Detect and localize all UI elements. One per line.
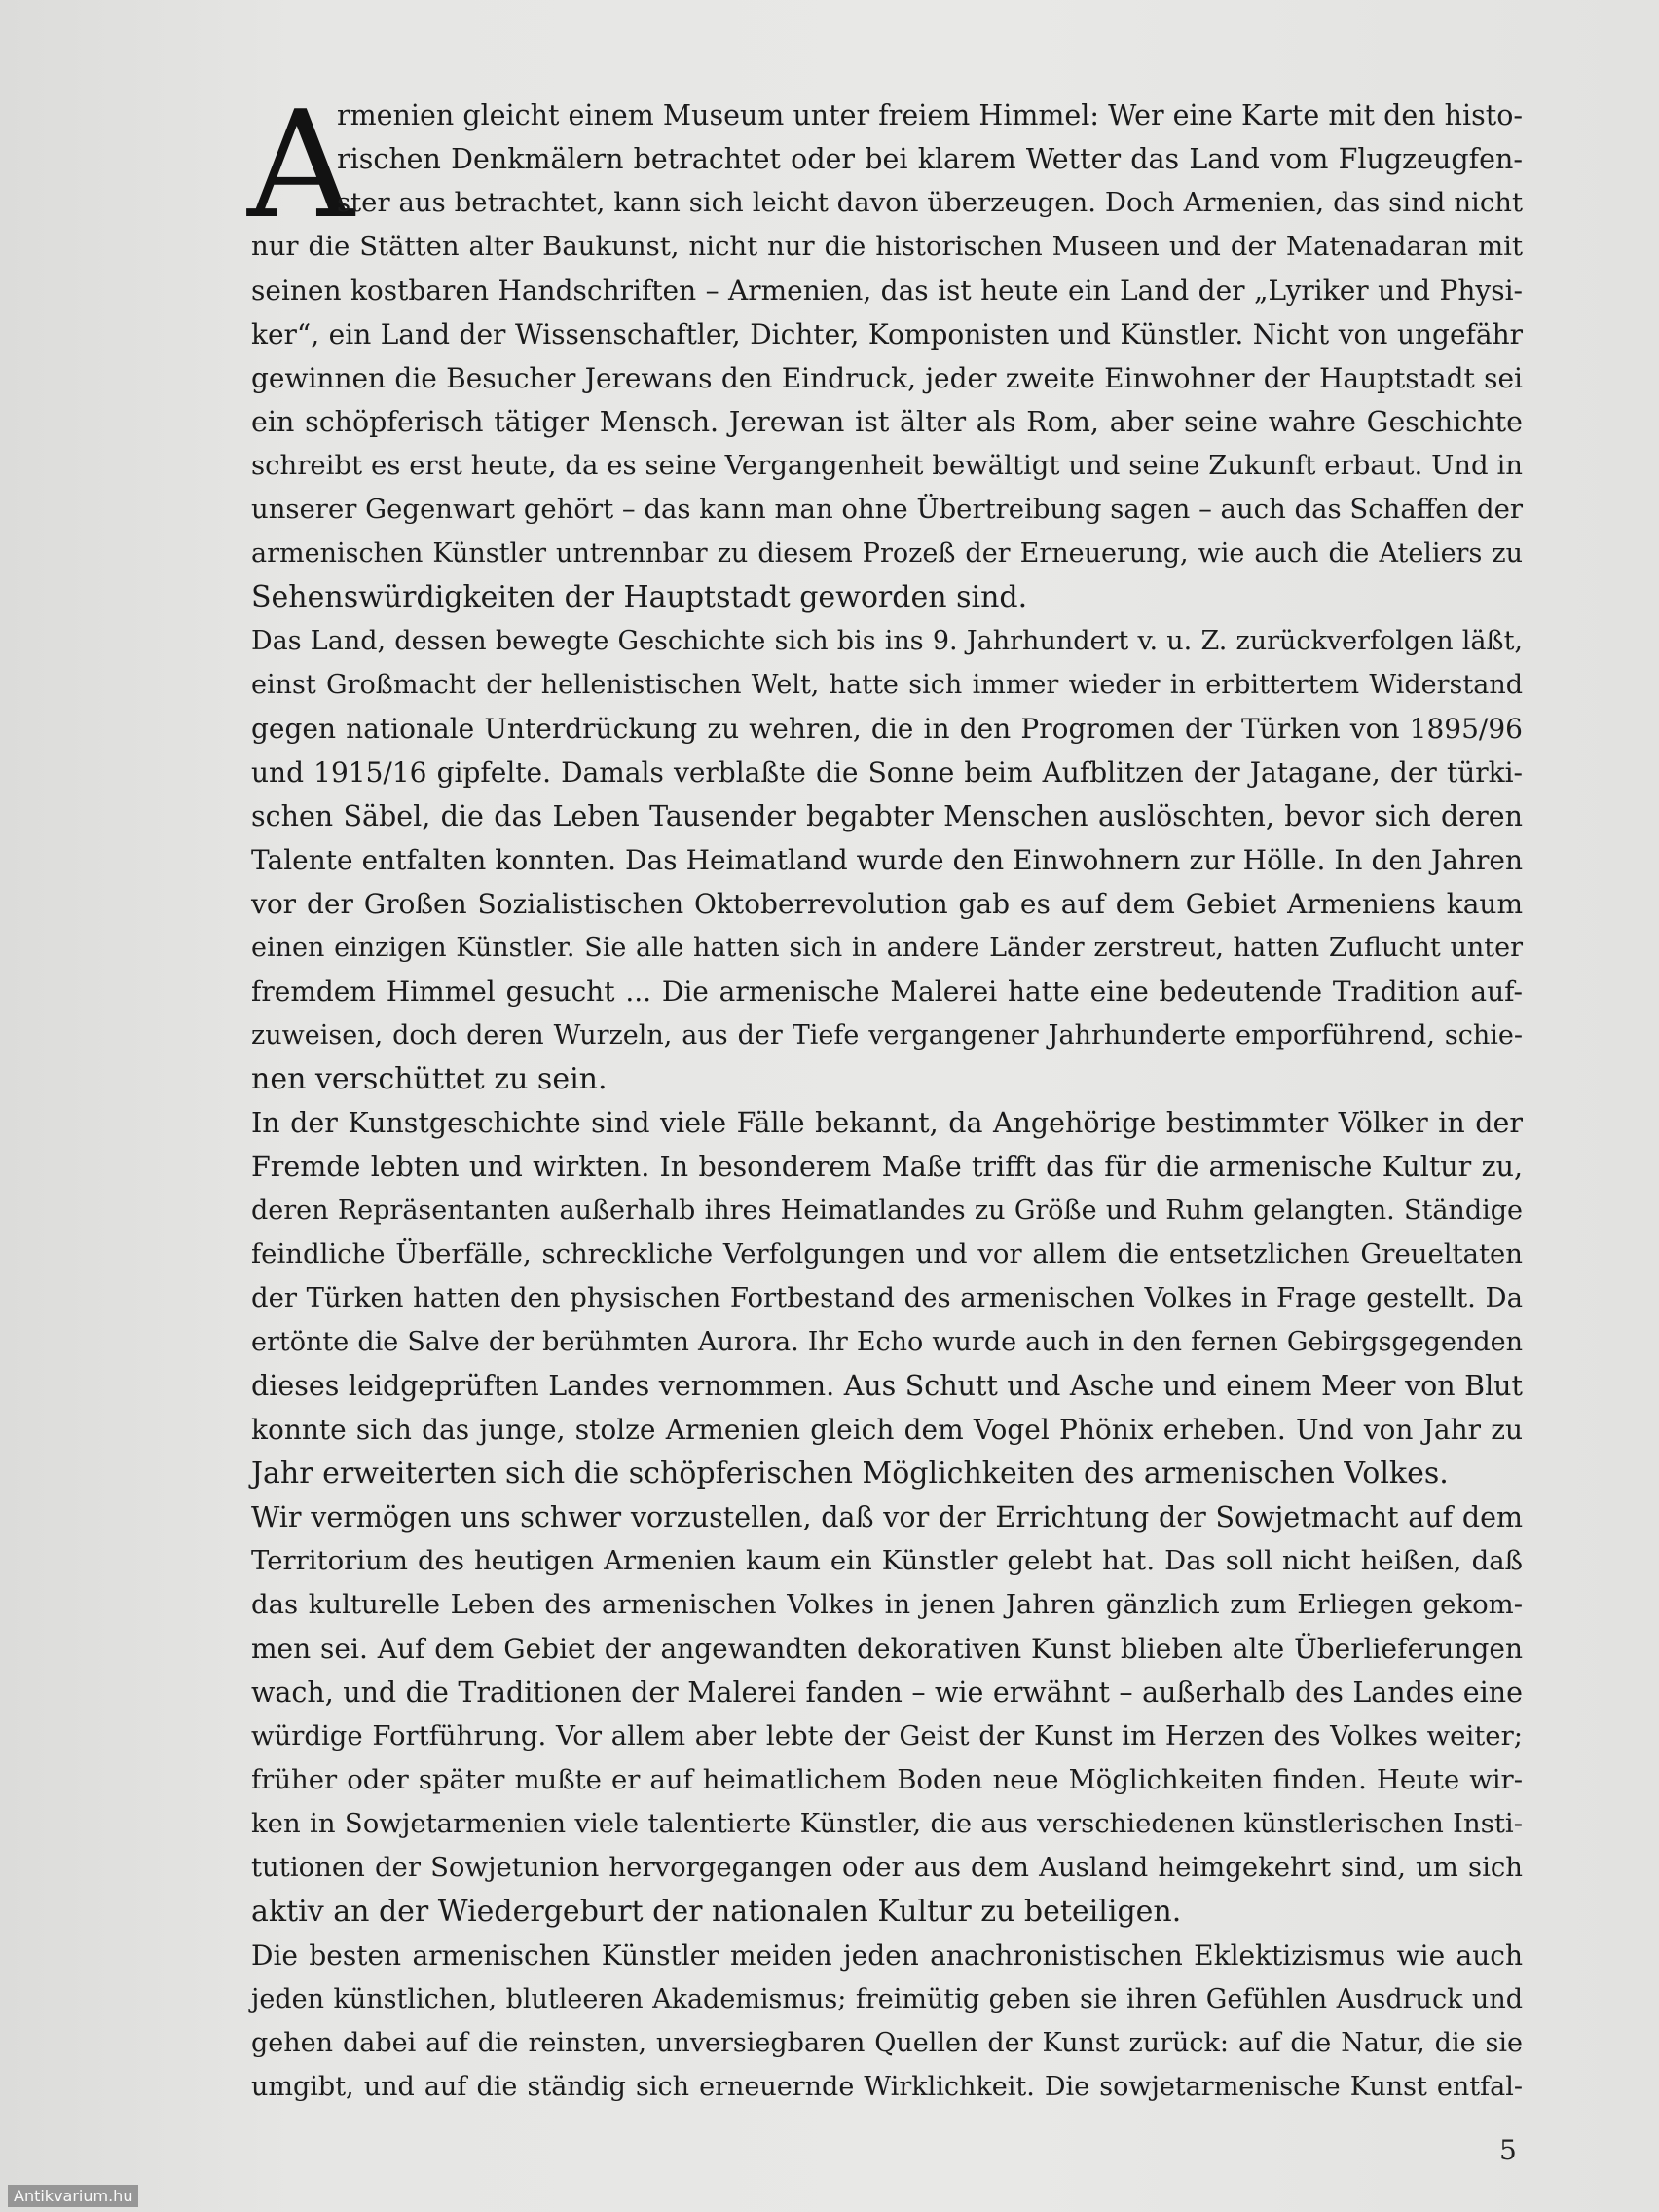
paragraph xyxy=(251,1934,1523,2109)
text-line: ein schöpferisch tätiger Mensch. Jerewan ist älter als Rom, aber seine wahre Geschichte xyxy=(251,406,1523,438)
text-line: konnte sich das junge, stolze Armenien gleich dem Vogel Phönix erheben. Und von Jahr zu xyxy=(251,1414,1523,1446)
text-line: einst Großmacht der hellenistischen Welt, hatte sich immer wieder in erbittertem Widerstand xyxy=(251,670,1523,700)
text-line: unserer Gegenwart gehört – das kann man ohne Übertreibung sagen – auch das Schaffen der xyxy=(251,494,1524,525)
watermark: Antikvarium.hu xyxy=(8,2185,138,2207)
text-line: schreibt es erst heute, da es seine Vergangenheit bewältigt und seine Zukunft erbaut. Und in xyxy=(251,450,1523,481)
text-line: Fremde lebten und wirkten. In besonderem Maße trifft das für die armenische Kultur zu, xyxy=(251,1151,1523,1183)
text-line: gewinnen die Besucher Jerewans den Eindruck, jeder zweite Einwohner der Hauptstadt sei xyxy=(251,362,1523,394)
text-line: und 1915/16 gipfelte. Damals verblaßte die Sonne beim Aufblitzen der Jatagane, der türki- xyxy=(251,756,1523,789)
text-line: schen Säbel, die das Leben Tausender begabter Menschen auslöschten, bevor sich deren xyxy=(251,800,1523,832)
paragraph xyxy=(251,1101,1523,1495)
text-line: Wir vermögen uns schwer vorzustellen, daß vor der Errichtung der Sowjetmacht auf dem xyxy=(251,1501,1523,1533)
text-line: dieses leidgeprüften Landes vernommen. Aus Schutt und Asche und einem Meer von Blut xyxy=(251,1370,1523,1402)
text-line: tutionen der Sowjetunion hervorgegangen oder aus dem Ausland heimgekehrt sind, um sich xyxy=(251,1852,1523,1883)
text-line: gehen dabei auf die reinsten, unversiegbaren Quellen der Kunst zurück: auf die Natur, die sie xyxy=(251,2028,1523,2058)
paragraph xyxy=(251,93,1523,619)
text-line: armenischen Künstler untrennbar zu diesem Prozeß der Erneuerung, wie auch die Ateliers zu xyxy=(251,538,1523,569)
paragraph xyxy=(251,1495,1523,1934)
text-line: Territorium des heutigen Armenien kaum ein Künstler gelebt hat. Das soll nicht heißen, daß xyxy=(251,1545,1523,1576)
text-line: früher oder später mußte er auf heimatlichem Boden neue Möglichkeiten finden. Heute wir- xyxy=(251,1764,1523,1795)
text-line: jeden künstlichen, blutleeren Akademismus; freimütig geben sie ihren Gefühlen Ausdruck und xyxy=(251,1984,1523,2014)
text-line: ster aus betrachtet, kann sich leicht davon überzeugen. Doch Armenien, das sind nicht xyxy=(337,187,1523,218)
text-line: fremdem Himmel gesucht ... Die armenische Malerei hatte eine bedeutende Tradition auf- xyxy=(251,976,1523,1008)
text-line: Sehenswürdigkeiten der Hauptstadt geworden sind. xyxy=(251,580,1028,614)
text-line: einen einzigen Künstler. Sie alle hatten sich in andere Länder zerstreut, hatten Zuflucht unter xyxy=(251,933,1523,963)
paragraph xyxy=(251,619,1523,1101)
text-line: rmenien gleicht einem Museum unter freiem Himmel: Wer eine Karte mit den histo- xyxy=(337,99,1523,131)
page-number: 5 xyxy=(1499,2134,1517,2166)
text-line: umgibt, und auf die ständig sich erneuernde Wirklichkeit. Die sowjetarmenische Kunst entfal- xyxy=(251,2072,1523,2102)
text-line: rischen Denkmälern betrachtet oder bei klarem Wetter das Land vom Flugzeugfen- xyxy=(337,143,1523,175)
text-line: Jahr erweiterten sich die schöpferischen Möglichkeiten des armenischen Volkes. xyxy=(251,1456,1449,1491)
drop-cap: A xyxy=(247,79,354,251)
text-line: feindliche Überfälle, schreckliche Verfolgungen und vor allem die entsetzlichen Greueltaten xyxy=(251,1238,1523,1270)
text-line: Talente entfalten konnten. Das Heimatland wurde den Einwohnern zur Hölle. In den Jahren xyxy=(251,844,1523,876)
text-line: würdige Fortführung. Vor allem aber lebte der Geist der Kunst im Herzen des Volkes weiter; xyxy=(251,1720,1523,1751)
body-text xyxy=(251,93,1523,2109)
text-line: Das Land, dessen bewegte Geschichte sich bis ins 9. Jahrhundert v. u. Z. zurückverfolgen läßt, xyxy=(251,626,1523,656)
text-line: wach, und die Traditionen der Malerei fanden – wie erwähnt – außerhalb des Landes eine xyxy=(251,1677,1523,1709)
text-line: seinen kostbaren Handschriften – Armenien, das ist heute ein Land der „Lyriker und Physi- xyxy=(251,275,1523,307)
text-line: ken in Sowjetarmenien viele talentierte Künstler, die aus verschiedenen künstlerischen Insti- xyxy=(251,1808,1523,1839)
text-line: zuweisen, doch deren Wurzeln, aus der Tiefe vergangener Jahrhunderte emporführend, schie- xyxy=(251,1020,1523,1051)
text-line: Die besten armenischen Künstler meiden jeden anachronistischen Eklektizismus wie auch xyxy=(251,1939,1523,1972)
text-line: ker“, ein Land der Wissenschaftler, Dichter, Komponisten und Künstler. Nicht von ungefähr xyxy=(251,318,1523,350)
text-line: nur die Stätten alter Baukunst, nicht nur die historischen Museen und der Matenadaran mit xyxy=(251,231,1523,262)
text-line: ertönte die Salve der berühmten Aurora. Ihr Echo wurde auch in den fernen Gebirgsgegenden xyxy=(251,1327,1523,1357)
text-line: der Türken hatten den physischen Fortbestand des armenischen Volkes in Frage gestellt. Da xyxy=(251,1282,1523,1313)
text-line: das kulturelle Leben des armenischen Volkes in jenen Jahren gänzlich zum Erliegen gekom- xyxy=(251,1589,1523,1620)
text-line: men sei. Auf dem Gebiet der angewandten dekorativen Kunst blieben alte Überlieferungen xyxy=(251,1633,1523,1665)
text-line: nen verschüttet zu sein. xyxy=(251,1062,608,1096)
text-line: aktiv an der Wiedergeburt der nationalen Kultur zu beteiligen. xyxy=(251,1895,1182,1929)
text-line: gegen nationale Unterdrückung zu wehren, die in den Progromen der Türken von 1895/96 xyxy=(251,713,1523,745)
text-line: vor der Großen Sozialistischen Oktoberrevolution gab es auf dem Gebiet Armeniens kaum xyxy=(251,888,1523,920)
text-line: In der Kunstgeschichte sind viele Fälle bekannt, da Angehörige bestimmter Völker in der xyxy=(251,1107,1523,1139)
text-line: deren Repräsentanten außerhalb ihres Heimatlandes zu Größe und Ruhm gelangten. Ständige xyxy=(251,1196,1523,1226)
